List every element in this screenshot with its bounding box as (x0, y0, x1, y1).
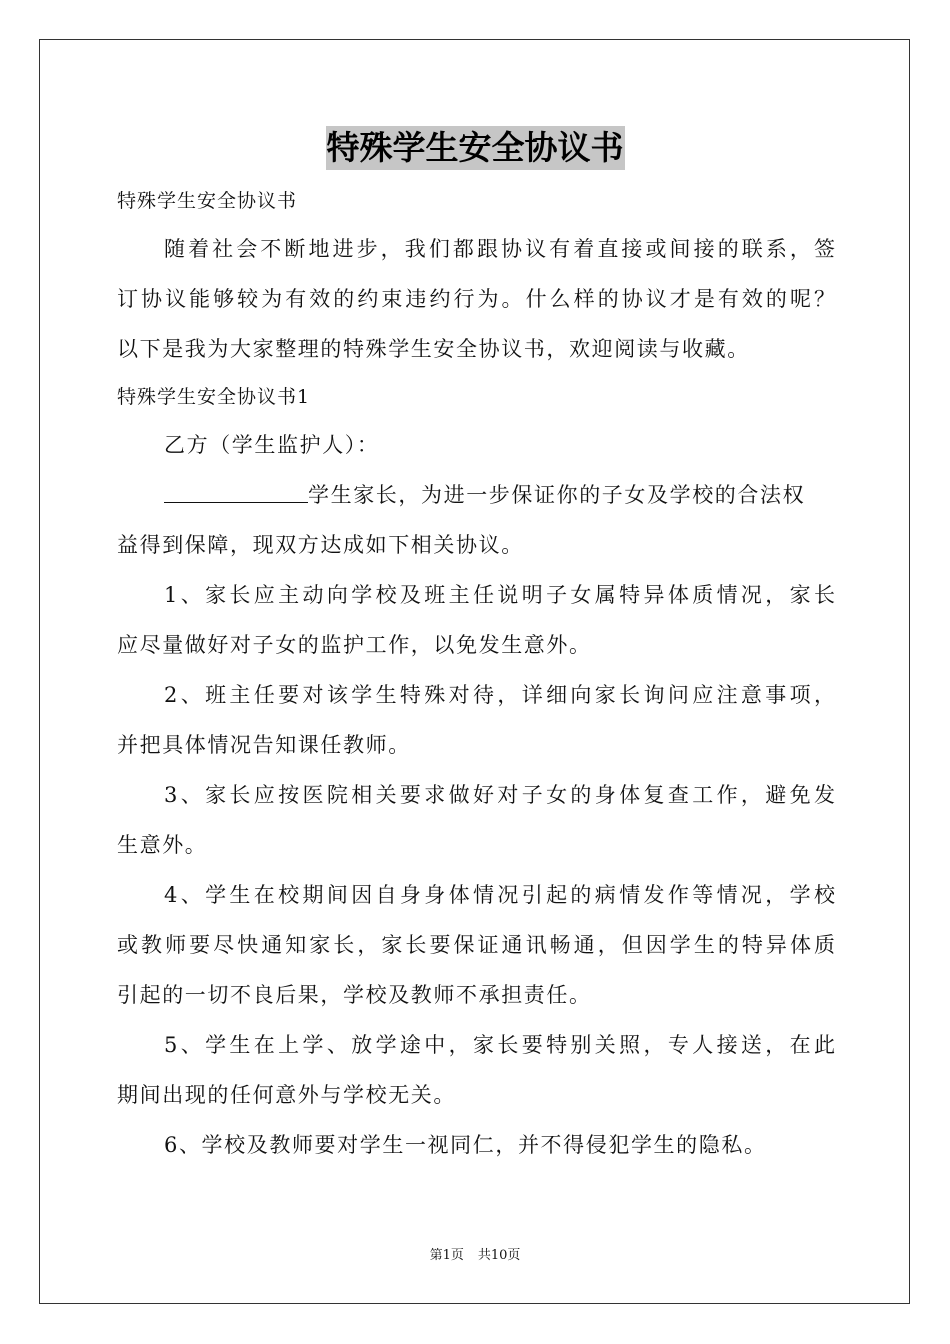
party-b-label: 乙方（学生监护人）： (164, 433, 380, 457)
clause-line: 6、学校及教师要对学生一视同仁，并不得侵犯学生的隐私。 (164, 1133, 767, 1157)
clause-line: 2、班主任要对该学生特殊对待，详细向家长询问应注意事项， (164, 683, 835, 707)
clause-line: 1、家长应主动向学校及班主任说明子女属特异体质情况，家长 (164, 583, 835, 607)
parent-statement-text: 学生家长，为进一步保证你的子女及学校的合法权 (308, 483, 806, 507)
page-total: 共10页 (477, 1248, 521, 1263)
document-title: 特殊学生安全协议书 (326, 126, 625, 170)
clause-line: 4、学生在校期间因自身身体情况引起的病情发作等情况，学校 (164, 883, 835, 907)
clause-line: 应尽量做好对子女的监护工作，以免发生意外。 (117, 633, 592, 657)
intro-line: 以下是我为大家整理的特殊学生安全协议书，欢迎阅读与收藏。 (117, 337, 750, 361)
page-number: 第1页 (429, 1248, 464, 1263)
parent-statement-line (117, 470, 835, 520)
parent-statement-line: 益得到保障，现双方达成如下相关协议。 (117, 533, 524, 557)
intro-line: 随着社会不断地进步，我们都跟协议有着直接或间接的联系，签 (164, 237, 835, 261)
clause-line: 生意外。 (117, 833, 208, 857)
page-footer (0, 1247, 950, 1265)
title-container (0, 126, 950, 170)
clause-line: 5、学生在上学、放学途中，家长要特别关照，专人接送，在此 (164, 1033, 835, 1057)
subtitle: 特殊学生安全协议书 (117, 190, 298, 212)
fill-in-blank[interactable] (164, 482, 308, 503)
clause-line: 或教师要尽快通知家长，家长要保证通讯畅通，但因学生的特异体质 (117, 933, 835, 957)
intro-line: 订协议能够较为有效的约束违约行为。什么样的协议才是有效的呢？ (117, 287, 835, 311)
document-body (117, 178, 835, 1170)
clause-line: 期间出现的任何意外与学校无关。 (117, 1083, 456, 1107)
clause-line: 3、家长应按医院相关要求做好对子女的身体复查工作，避免发 (164, 783, 835, 807)
clause-line: 并把具体情况告知课任教师。 (117, 733, 411, 757)
clause-line: 引起的一切不良后果，学校及教师不承担责任。 (117, 983, 592, 1007)
section-heading: 特殊学生安全协议书1 (117, 386, 311, 408)
